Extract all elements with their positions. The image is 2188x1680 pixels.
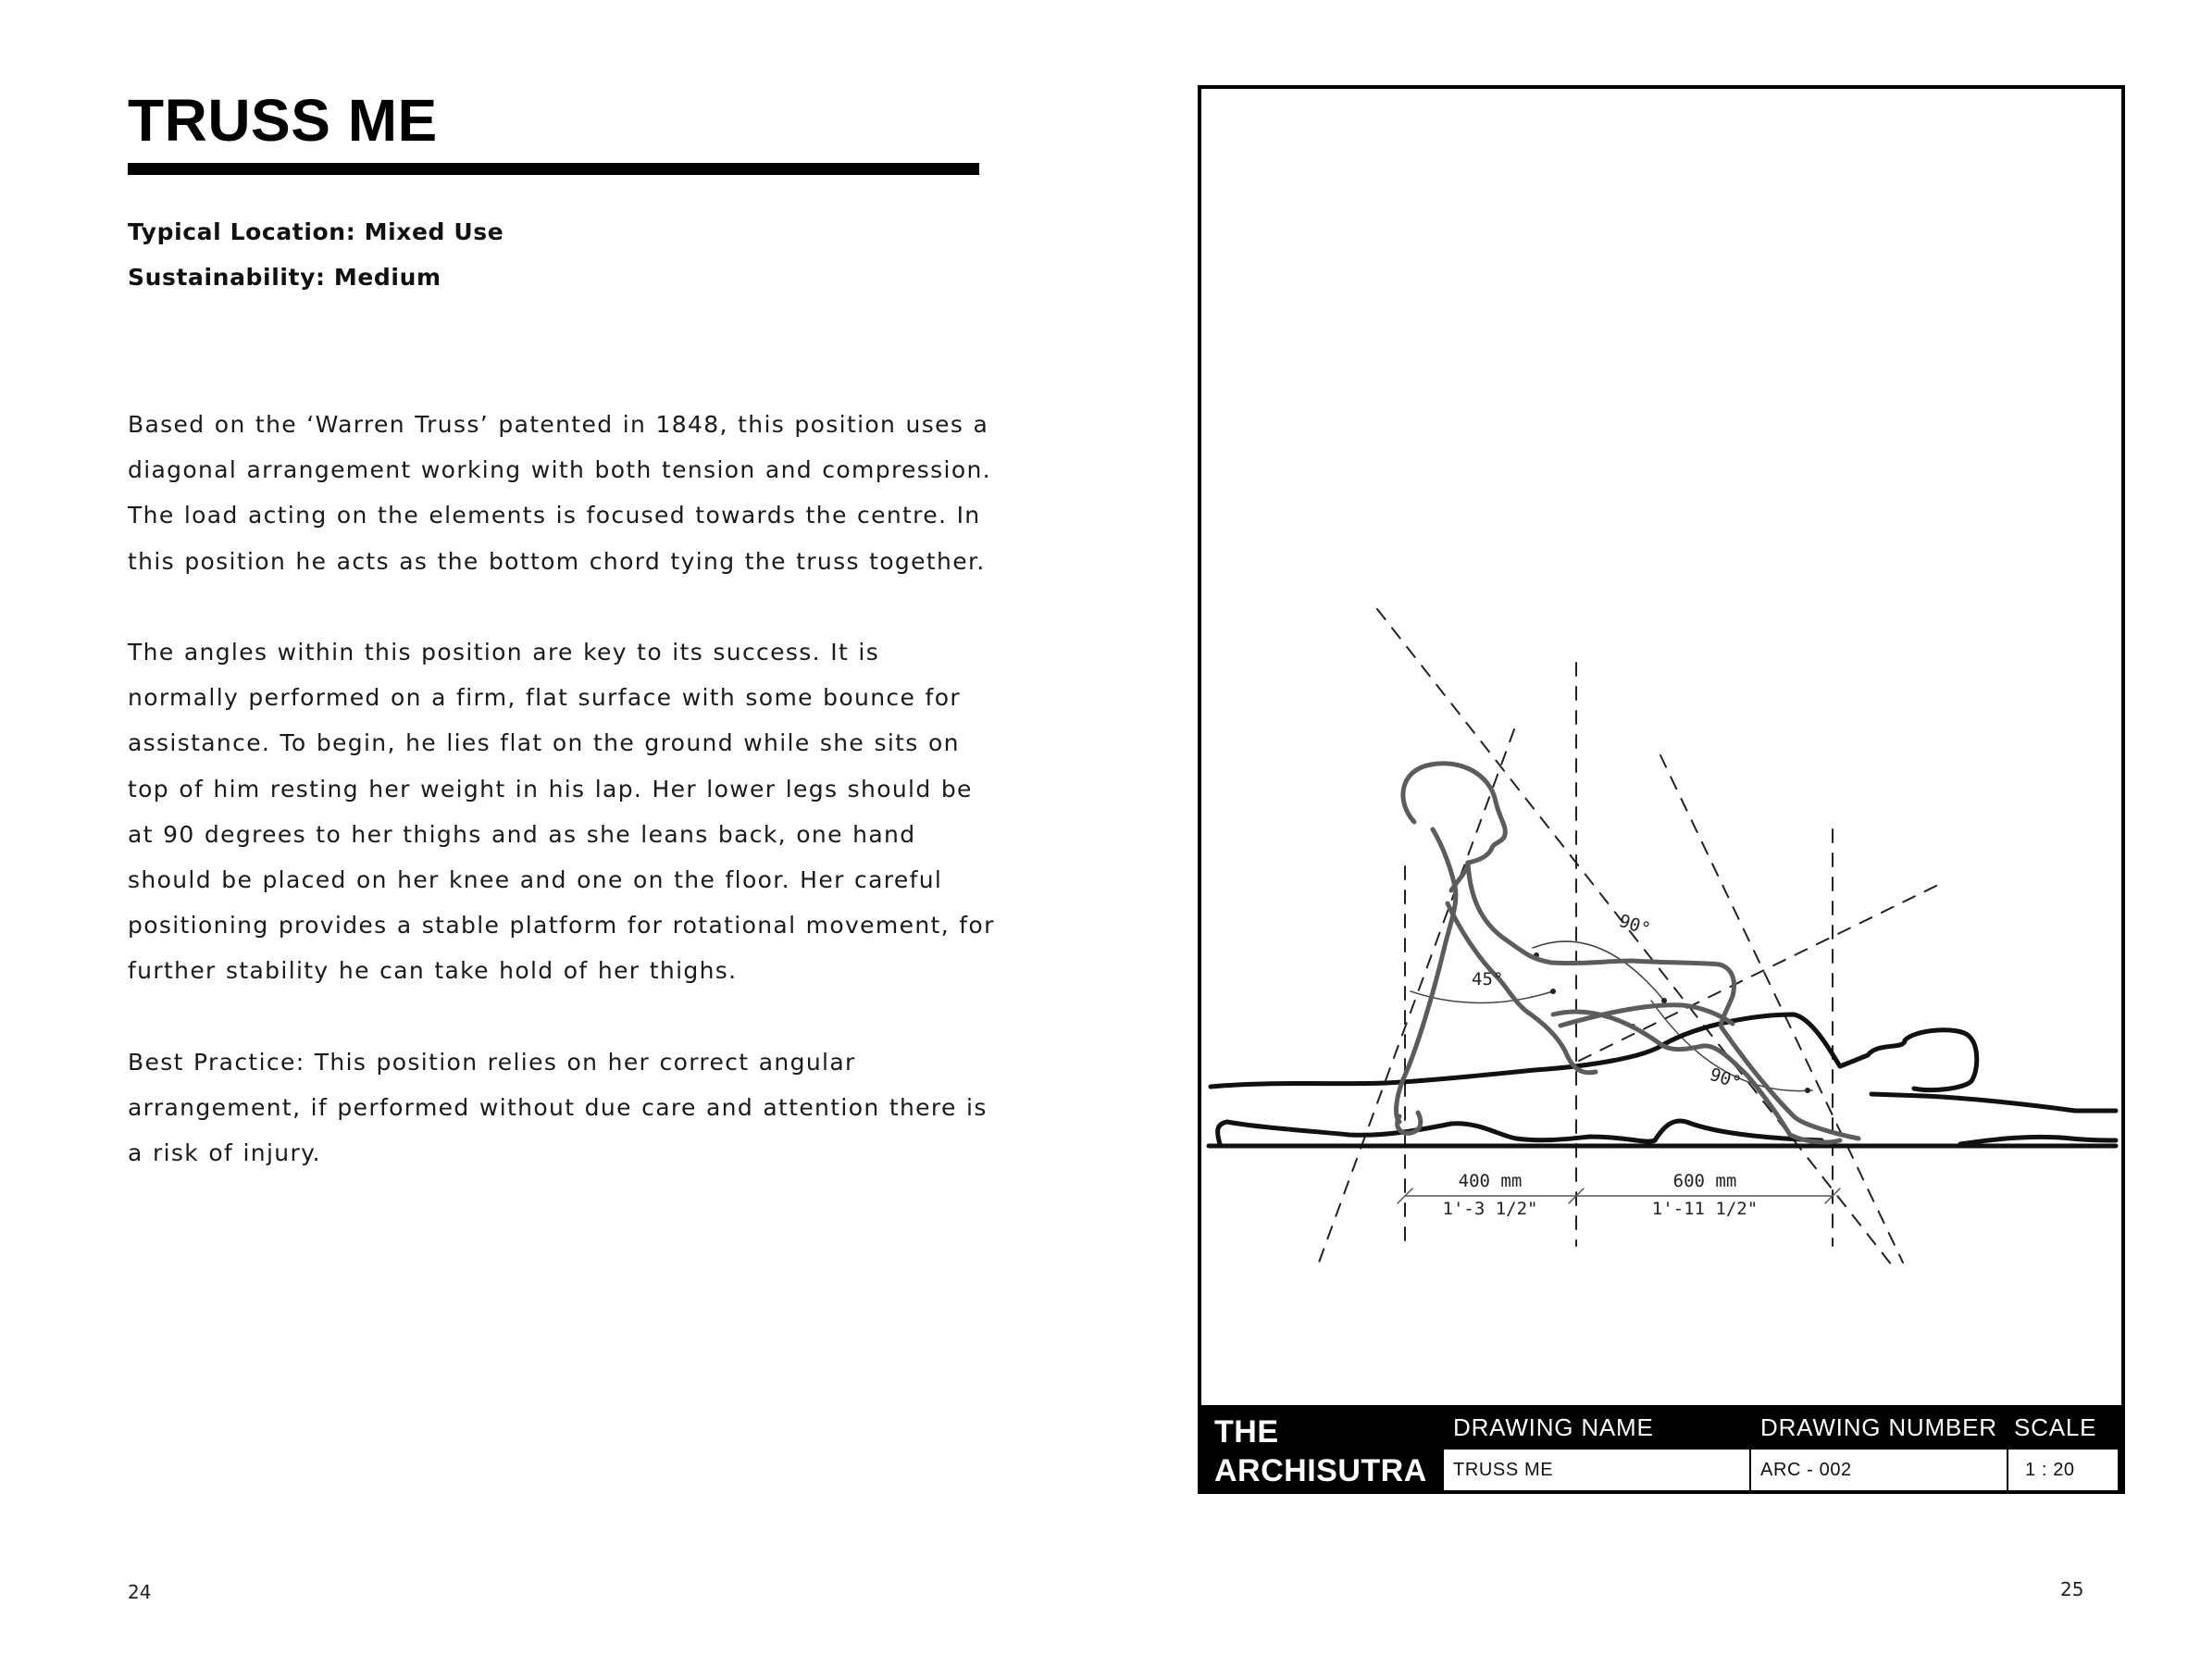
meta-block [128, 209, 503, 300]
drawing-sheet [1198, 85, 2125, 1494]
drawing-number-label: DRAWING NUMBER [1760, 1413, 1997, 1441]
her-thigh [1560, 1005, 1733, 1026]
dim-left-imperial: 1'-3 1/2" [1442, 1199, 1538, 1219]
brand-name [1214, 1412, 1446, 1490]
paragraph-intro: Based on the ‘Warren Truss’ patented in 1848, this position uses a diagonal arrangement working with both tension and compression. The load acting on the elements is focused towards the centre. In this position he acts as the bottom chord tying the truss together. [128, 411, 991, 575]
reclining-figure [1211, 1014, 2116, 1144]
dim-left-mm: 400 mm [1458, 1171, 1523, 1191]
her-head [1403, 764, 1505, 890]
diagonal-line-left [1377, 609, 1896, 1270]
construction-lines [1316, 609, 1938, 1270]
title-underline [128, 163, 979, 175]
angle-label-hip: 45° [1472, 969, 1504, 989]
drawing-name-value: TRUSS ME [1444, 1450, 1751, 1490]
architectural-drawing [1201, 89, 2121, 1405]
scale-value: 1 : 20 [2025, 1460, 2075, 1480]
dim-right-imperial: 1'-11 1/2" [1651, 1199, 1759, 1219]
seated-figure [1397, 764, 1859, 1142]
brand-line-1: THE [1214, 1414, 1279, 1450]
thigh-line [1579, 885, 1938, 1061]
scale-label: SCALE [2014, 1413, 2097, 1441]
title-block-values [1444, 1450, 2118, 1490]
typical-location: Typical Location: Mixed Use [128, 218, 504, 245]
paragraph-angles: The angles within this position are key to its success. It is normally performed on a firm, flat surface with some bounce for assistance. To begin, he lies flat on the ground while she sits on top of him resting her weight in his lap. Her lower legs should be at 90 degrees to her thighs and as she leans back, one hand should be placed on her knee and one on the floor. Her careful positioning provides a stable platform for rotational movement, for further stability he can take hold of her thighs. [128, 639, 995, 985]
page-title: TRUSS ME [128, 87, 438, 154]
drawing-name-label: DRAWING NAME [1453, 1413, 1654, 1441]
angle-label-leg: 90° [1707, 1064, 1744, 1094]
brand-line-2: ARCHISUTRA [1214, 1453, 1427, 1488]
page-number-left: 24 [128, 1581, 152, 1603]
angle-label-knee: 90° [1616, 910, 1653, 940]
paragraph-best-practice: Best Practice: This position relies on her correct angular arrangement, if performed without due care and attention there is a risk of injury. [128, 1048, 988, 1167]
body-text [128, 402, 998, 1222]
title-block [1201, 1405, 2121, 1490]
her-arm [1448, 903, 1596, 1073]
sustainability-rating: Sustainability: Medium [128, 264, 441, 291]
drawing-number-value: ARC - 002 [1751, 1450, 2008, 1490]
page-number-right: 25 [2060, 1578, 2084, 1600]
dim-right-mm: 600 mm [1672, 1171, 1737, 1191]
